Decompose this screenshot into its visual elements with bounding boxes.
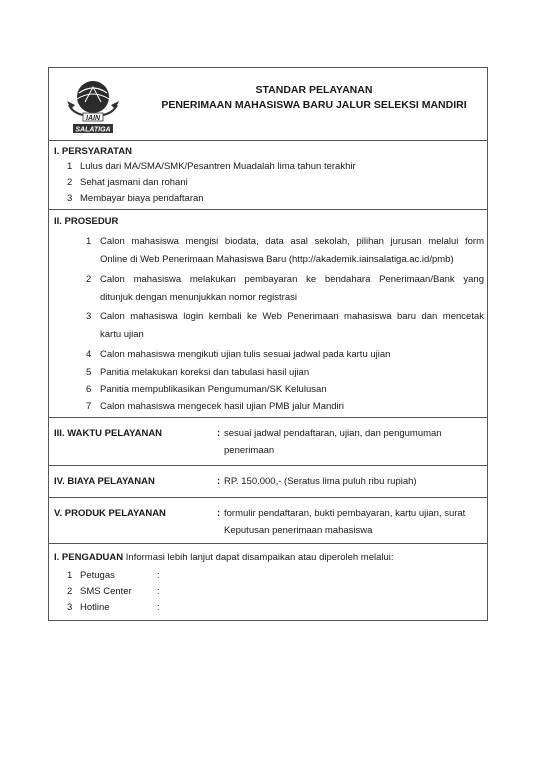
- contact-colon: :: [157, 586, 160, 597]
- section-persyaratan: [49, 140, 487, 210]
- contact-colon: :: [157, 602, 160, 613]
- prosedur-heading: II. PROSEDUR: [54, 216, 119, 227]
- document-subtitle: PENERIMAAN MAHASISWA BARU JALUR SELEKSI MANDIRI: [161, 99, 467, 111]
- persyaratan-heading: I. PERSYARATAN: [54, 146, 132, 157]
- contact-label: Hotline: [80, 602, 110, 613]
- produk-label: V. PRODUK PELAYANAN: [54, 508, 166, 519]
- list-item: [67, 177, 72, 188]
- biaya-label: IV. BIAYA PELAYANAN: [54, 476, 155, 487]
- waktu-colon: :: [217, 428, 221, 439]
- contact-label: Petugas: [80, 570, 115, 581]
- document-header: [49, 68, 487, 141]
- item-number: 5: [86, 367, 92, 378]
- item-number: 1: [67, 570, 73, 581]
- item-number: 2: [67, 586, 73, 597]
- item-number: 4: [86, 349, 92, 360]
- svg-text:SALATIGA: SALATIGA: [75, 126, 111, 134]
- item-number: 2: [67, 177, 73, 188]
- list-item-text: Online di Web Penerimaan Mahasiswa Baru (http://akademik.iainsalatiga.ac.id/pmb): [100, 254, 454, 265]
- item-number: 7: [86, 401, 92, 412]
- item-number: 3: [86, 311, 92, 322]
- list-item-text: Sehat jasmani dan rohani: [80, 177, 188, 188]
- section-waktu-pelayanan: [49, 418, 487, 466]
- item-number: 3: [67, 193, 73, 204]
- item-number: 1: [67, 161, 73, 172]
- item-number: 1: [86, 236, 92, 247]
- item-number: 3: [67, 602, 73, 613]
- list-item-text: Calon mahasiswa melakukan pembayaran ke bendahara Penerimaan/Bank yang: [100, 274, 484, 285]
- item-number: 6: [86, 384, 92, 395]
- section-pengaduan: [49, 544, 487, 622]
- section-prosedur: [49, 210, 487, 418]
- list-item-text: Lulus dari MA/SMA/SMK/Pesantren Muadalah lima tahun terakhir: [80, 161, 356, 172]
- section-biaya-pelayanan: [49, 466, 487, 498]
- waktu-label: III. WAKTU PELAYANAN: [54, 428, 163, 439]
- pengaduan-intro: Informasi lebih lanjut dapat disampaikan atau diperoleh melalui:: [125, 552, 394, 563]
- list-item-text: Panitia mempublikasikan Pengumuman/SK Kelulusan: [100, 384, 327, 395]
- produk-value-cont: Keputusan penerimaan mahasiswa: [224, 525, 373, 536]
- contact-colon: :: [157, 570, 160, 581]
- produk-value: formulir pendaftaran, bukti pembayaran, kartu ujian, surat: [224, 508, 466, 519]
- document-title: STANDAR PELAYANAN: [255, 84, 373, 96]
- list-item-text: Panitia melakukan koreksi dan tabulasi hasil ujian: [100, 367, 310, 378]
- pengaduan-heading-row: [54, 552, 394, 563]
- contact-label: SMS Center: [80, 586, 132, 597]
- item-number: 2: [86, 274, 92, 285]
- list-item-text: ditunjuk dengan menunjukkan nomor registrasi: [100, 292, 297, 303]
- biaya-value: RP. 150.000,- (Seratus lima puluh ribu rupiah): [224, 476, 417, 487]
- list-item-text: Calon mahasiswa mengikuti ujian tulis sesuai jadwal pada kartu ujian: [100, 349, 391, 360]
- svg-text:IAIN: IAIN: [86, 115, 100, 122]
- list-item: [67, 193, 72, 204]
- iain-salatiga-logo: [63, 75, 123, 137]
- list-item-text: Calon mahasiswa login kembali ke Web Penerimaan mahasiswa baru dan mencetak: [100, 311, 484, 322]
- pengaduan-heading: I. PENGADUAN: [54, 552, 124, 563]
- list-item-text: kartu ujian: [100, 329, 144, 340]
- list-item: [67, 161, 72, 172]
- biaya-colon: :: [217, 476, 221, 487]
- produk-colon: :: [217, 508, 221, 519]
- document-frame: [48, 67, 488, 621]
- list-item-text: Membayar biaya pendaftaran: [80, 193, 204, 204]
- waktu-value: sesuai jadwal pendaftaran, ujian, dan pengumuman: [224, 428, 442, 439]
- list-item-text: Calon mahasiswa mengisi biodata, data asal sekolah, pilihan jurusan melalui form: [100, 236, 484, 247]
- waktu-value-cont: penerimaan: [224, 445, 275, 456]
- list-item-text: Calon mahasiswa mengecek hasil ujian PMB jalur Mandiri: [100, 401, 344, 412]
- section-produk-pelayanan: [49, 498, 487, 544]
